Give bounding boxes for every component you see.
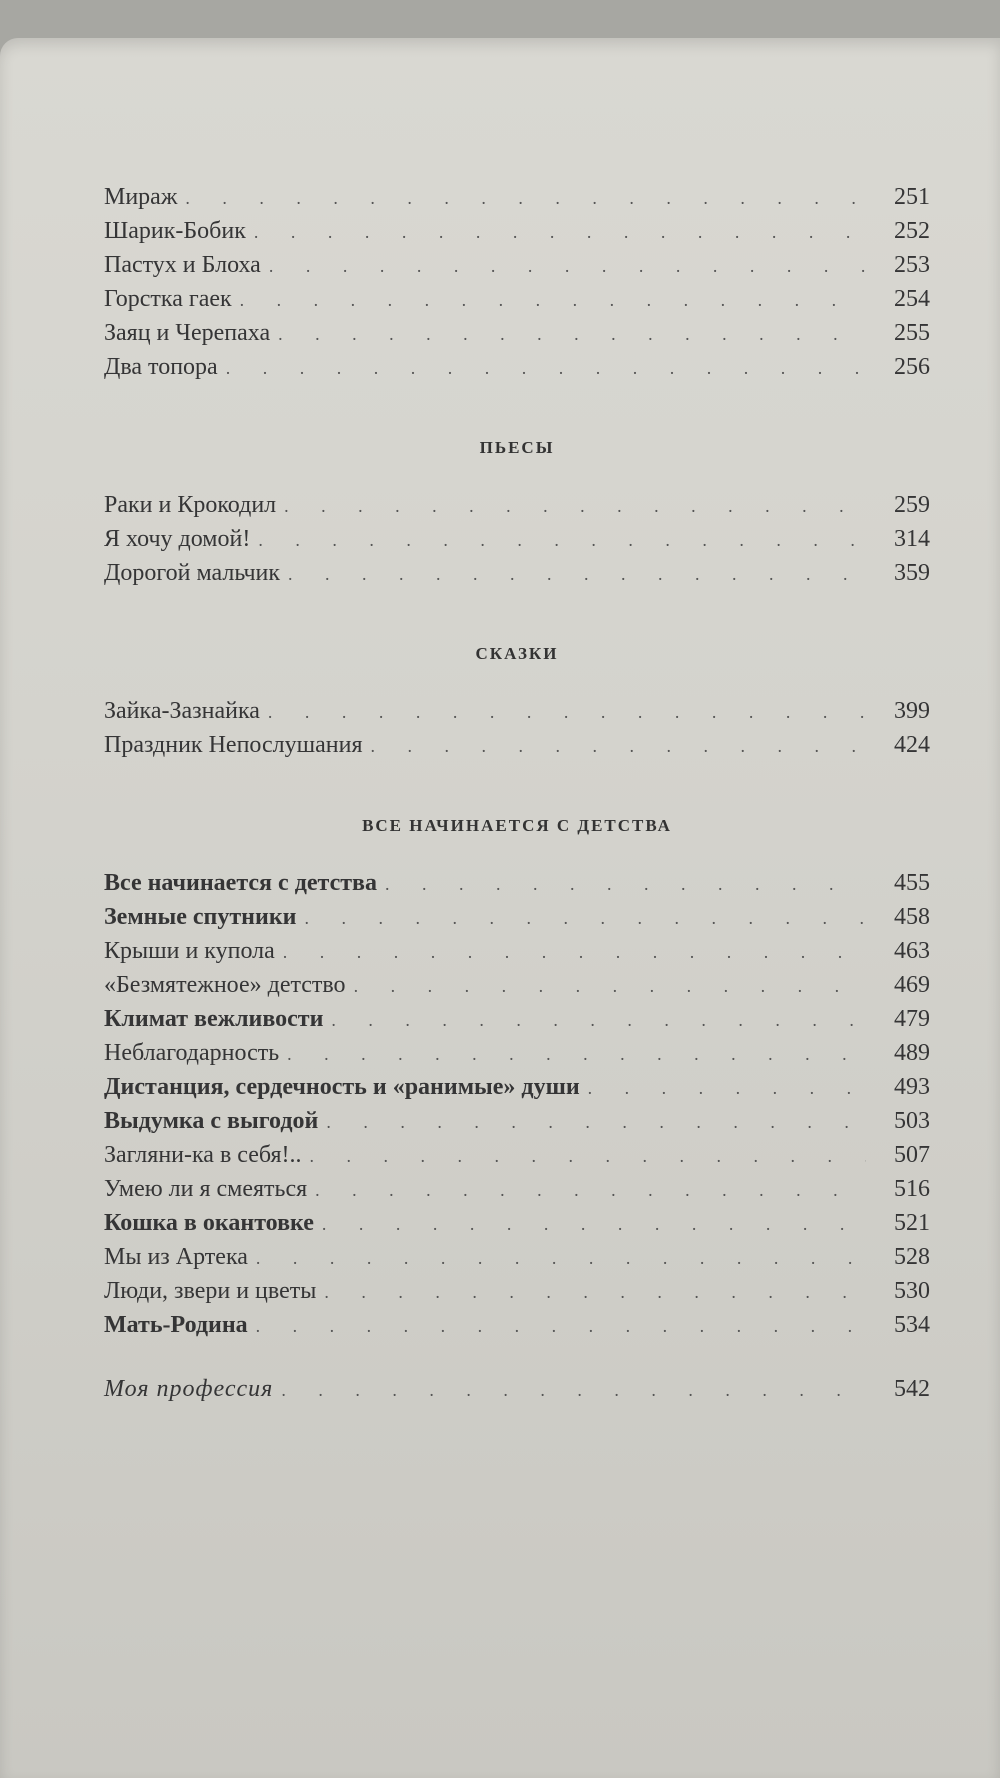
dot-leader xyxy=(354,969,866,1003)
entry-page: 314 xyxy=(894,526,930,552)
dot-leader xyxy=(256,1241,866,1275)
entry-page: 463 xyxy=(894,938,930,964)
dot-leader xyxy=(331,1003,866,1037)
entry-title: Пастух и Блоха xyxy=(104,252,261,278)
entry-page: 489 xyxy=(894,1040,930,1066)
section-heading: ВСЕ НАЧИНАЕТСЯ С ДЕТСТВА xyxy=(362,816,672,835)
dot-leader xyxy=(326,1105,866,1139)
entry-page: 254 xyxy=(894,286,930,312)
dot-leader xyxy=(281,1373,866,1407)
entry-title: Люди, звери и цветы xyxy=(104,1278,317,1304)
entry-page: 528 xyxy=(894,1244,930,1270)
toc-entry xyxy=(104,694,930,728)
toc-entry xyxy=(104,1240,930,1274)
entry-title: Умею ли я смеяться xyxy=(104,1176,308,1202)
entry-page: 503 xyxy=(894,1108,930,1134)
toc-entry xyxy=(104,1138,930,1172)
dot-leader xyxy=(310,1139,866,1173)
entry-page: 253 xyxy=(894,252,930,278)
entry-title: Земные спутники xyxy=(104,904,297,930)
entry-page: 251 xyxy=(894,184,930,210)
entry-page: 256 xyxy=(894,354,930,380)
entry-page: 259 xyxy=(894,492,930,518)
entry-title: Выдумка с выгодой xyxy=(104,1108,319,1134)
entry-page: 530 xyxy=(894,1278,930,1304)
entry-title: Кошка в окантовке xyxy=(104,1210,314,1236)
dot-leader xyxy=(269,249,866,283)
dot-leader xyxy=(322,1207,866,1241)
toc-entry xyxy=(104,968,930,1002)
entry-title: Моя профессия xyxy=(104,1376,274,1402)
dot-leader xyxy=(226,351,866,385)
dot-leader xyxy=(304,901,866,935)
entry-title: Дорогой мальчик xyxy=(104,560,281,586)
entry-page: 424 xyxy=(894,732,930,758)
entry-title: Крыши и купола xyxy=(104,938,275,964)
dot-leader xyxy=(268,695,866,729)
toc-entry xyxy=(104,1274,930,1308)
toc-entry xyxy=(104,282,930,316)
entry-title: Горстка гаек xyxy=(104,286,232,312)
toc-entry xyxy=(104,934,930,968)
entry-title: Мираж xyxy=(104,184,178,210)
entry-title: Загляни-ка в себя!.. xyxy=(104,1142,302,1168)
dot-leader xyxy=(288,557,866,591)
entry-page: 534 xyxy=(894,1312,930,1338)
entry-page: 455 xyxy=(894,870,930,896)
dot-leader xyxy=(385,867,866,901)
dot-leader xyxy=(588,1071,866,1105)
section-childhood xyxy=(104,866,930,1342)
dot-leader xyxy=(287,1037,866,1071)
toc-entry xyxy=(104,1206,930,1240)
toc-entry xyxy=(104,1036,930,1070)
toc-entry xyxy=(104,214,930,248)
toc-entry xyxy=(104,180,930,214)
section-tales xyxy=(104,694,930,762)
entry-page: 255 xyxy=(894,320,930,346)
dot-leader xyxy=(371,729,866,763)
spacer xyxy=(104,664,930,694)
entry-page: 469 xyxy=(894,972,930,998)
toc-entry xyxy=(104,1308,930,1342)
entry-page: 458 xyxy=(894,904,930,930)
entry-title: Два топора xyxy=(104,354,218,380)
toc-entry xyxy=(104,1372,930,1406)
spacer xyxy=(104,836,930,866)
entry-title: Праздник Непослушания xyxy=(104,732,363,758)
entry-page: 521 xyxy=(894,1210,930,1236)
dot-leader xyxy=(185,181,866,215)
entry-page: 359 xyxy=(894,560,930,586)
toc-entry xyxy=(104,248,930,282)
table-of-contents xyxy=(104,180,930,1406)
toc-entry xyxy=(104,316,930,350)
spacer xyxy=(104,1342,930,1372)
entry-title: Заяц и Черепаха xyxy=(104,320,271,346)
toc-entry xyxy=(104,728,930,762)
dot-leader xyxy=(240,283,866,317)
dot-leader xyxy=(258,523,866,557)
toc-entry xyxy=(104,556,930,590)
entry-title: Я хочу домой! xyxy=(104,526,251,552)
entry-title: Неблагодарность xyxy=(104,1040,280,1066)
entry-page: 493 xyxy=(894,1074,930,1100)
toc-entry xyxy=(104,1002,930,1036)
entry-title: Шарик-Бобик xyxy=(104,218,246,244)
section-heading: ПЬЕСЫ xyxy=(479,438,555,457)
entry-page: 479 xyxy=(894,1006,930,1032)
spacer xyxy=(104,384,930,438)
spacer xyxy=(104,590,930,644)
section-fables xyxy=(104,180,930,384)
dot-leader xyxy=(283,935,866,969)
section-heading: СКАЗКИ xyxy=(475,644,559,663)
section-plays xyxy=(104,488,930,590)
entry-title: Дистанция, сердечность и «ранимые» души xyxy=(104,1074,580,1100)
book-page xyxy=(0,38,1000,1778)
entry-title: Зайка-Зазнайка xyxy=(104,698,260,724)
dot-leader xyxy=(278,317,866,351)
toc-entry xyxy=(104,1070,930,1104)
dot-leader xyxy=(324,1275,866,1309)
entry-page: 507 xyxy=(894,1142,930,1168)
dot-leader xyxy=(254,215,866,249)
dot-leader xyxy=(284,489,866,523)
toc-entry xyxy=(104,1104,930,1138)
dot-leader xyxy=(315,1173,866,1207)
spacer xyxy=(104,762,930,816)
toc-entry xyxy=(104,350,930,384)
toc-entry xyxy=(104,488,930,522)
entry-page: 516 xyxy=(894,1176,930,1202)
entry-title: «Безмятежное» детство xyxy=(104,972,346,998)
toc-entry xyxy=(104,866,930,900)
section-closing xyxy=(104,1372,930,1406)
entry-title: Все начинается с детства xyxy=(104,870,377,896)
spacer xyxy=(104,458,930,488)
entry-page: 252 xyxy=(894,218,930,244)
entry-page: 542 xyxy=(894,1376,930,1402)
dot-leader xyxy=(256,1309,866,1343)
entry-title: Мы из Артека xyxy=(104,1244,248,1270)
toc-entry xyxy=(104,900,930,934)
entry-title: Мать-Родина xyxy=(104,1312,248,1338)
toc-entry xyxy=(104,522,930,556)
entry-page: 399 xyxy=(894,698,930,724)
toc-entry xyxy=(104,1172,930,1206)
entry-title: Раки и Крокодил xyxy=(104,492,277,518)
entry-title: Климат вежливости xyxy=(104,1006,324,1032)
